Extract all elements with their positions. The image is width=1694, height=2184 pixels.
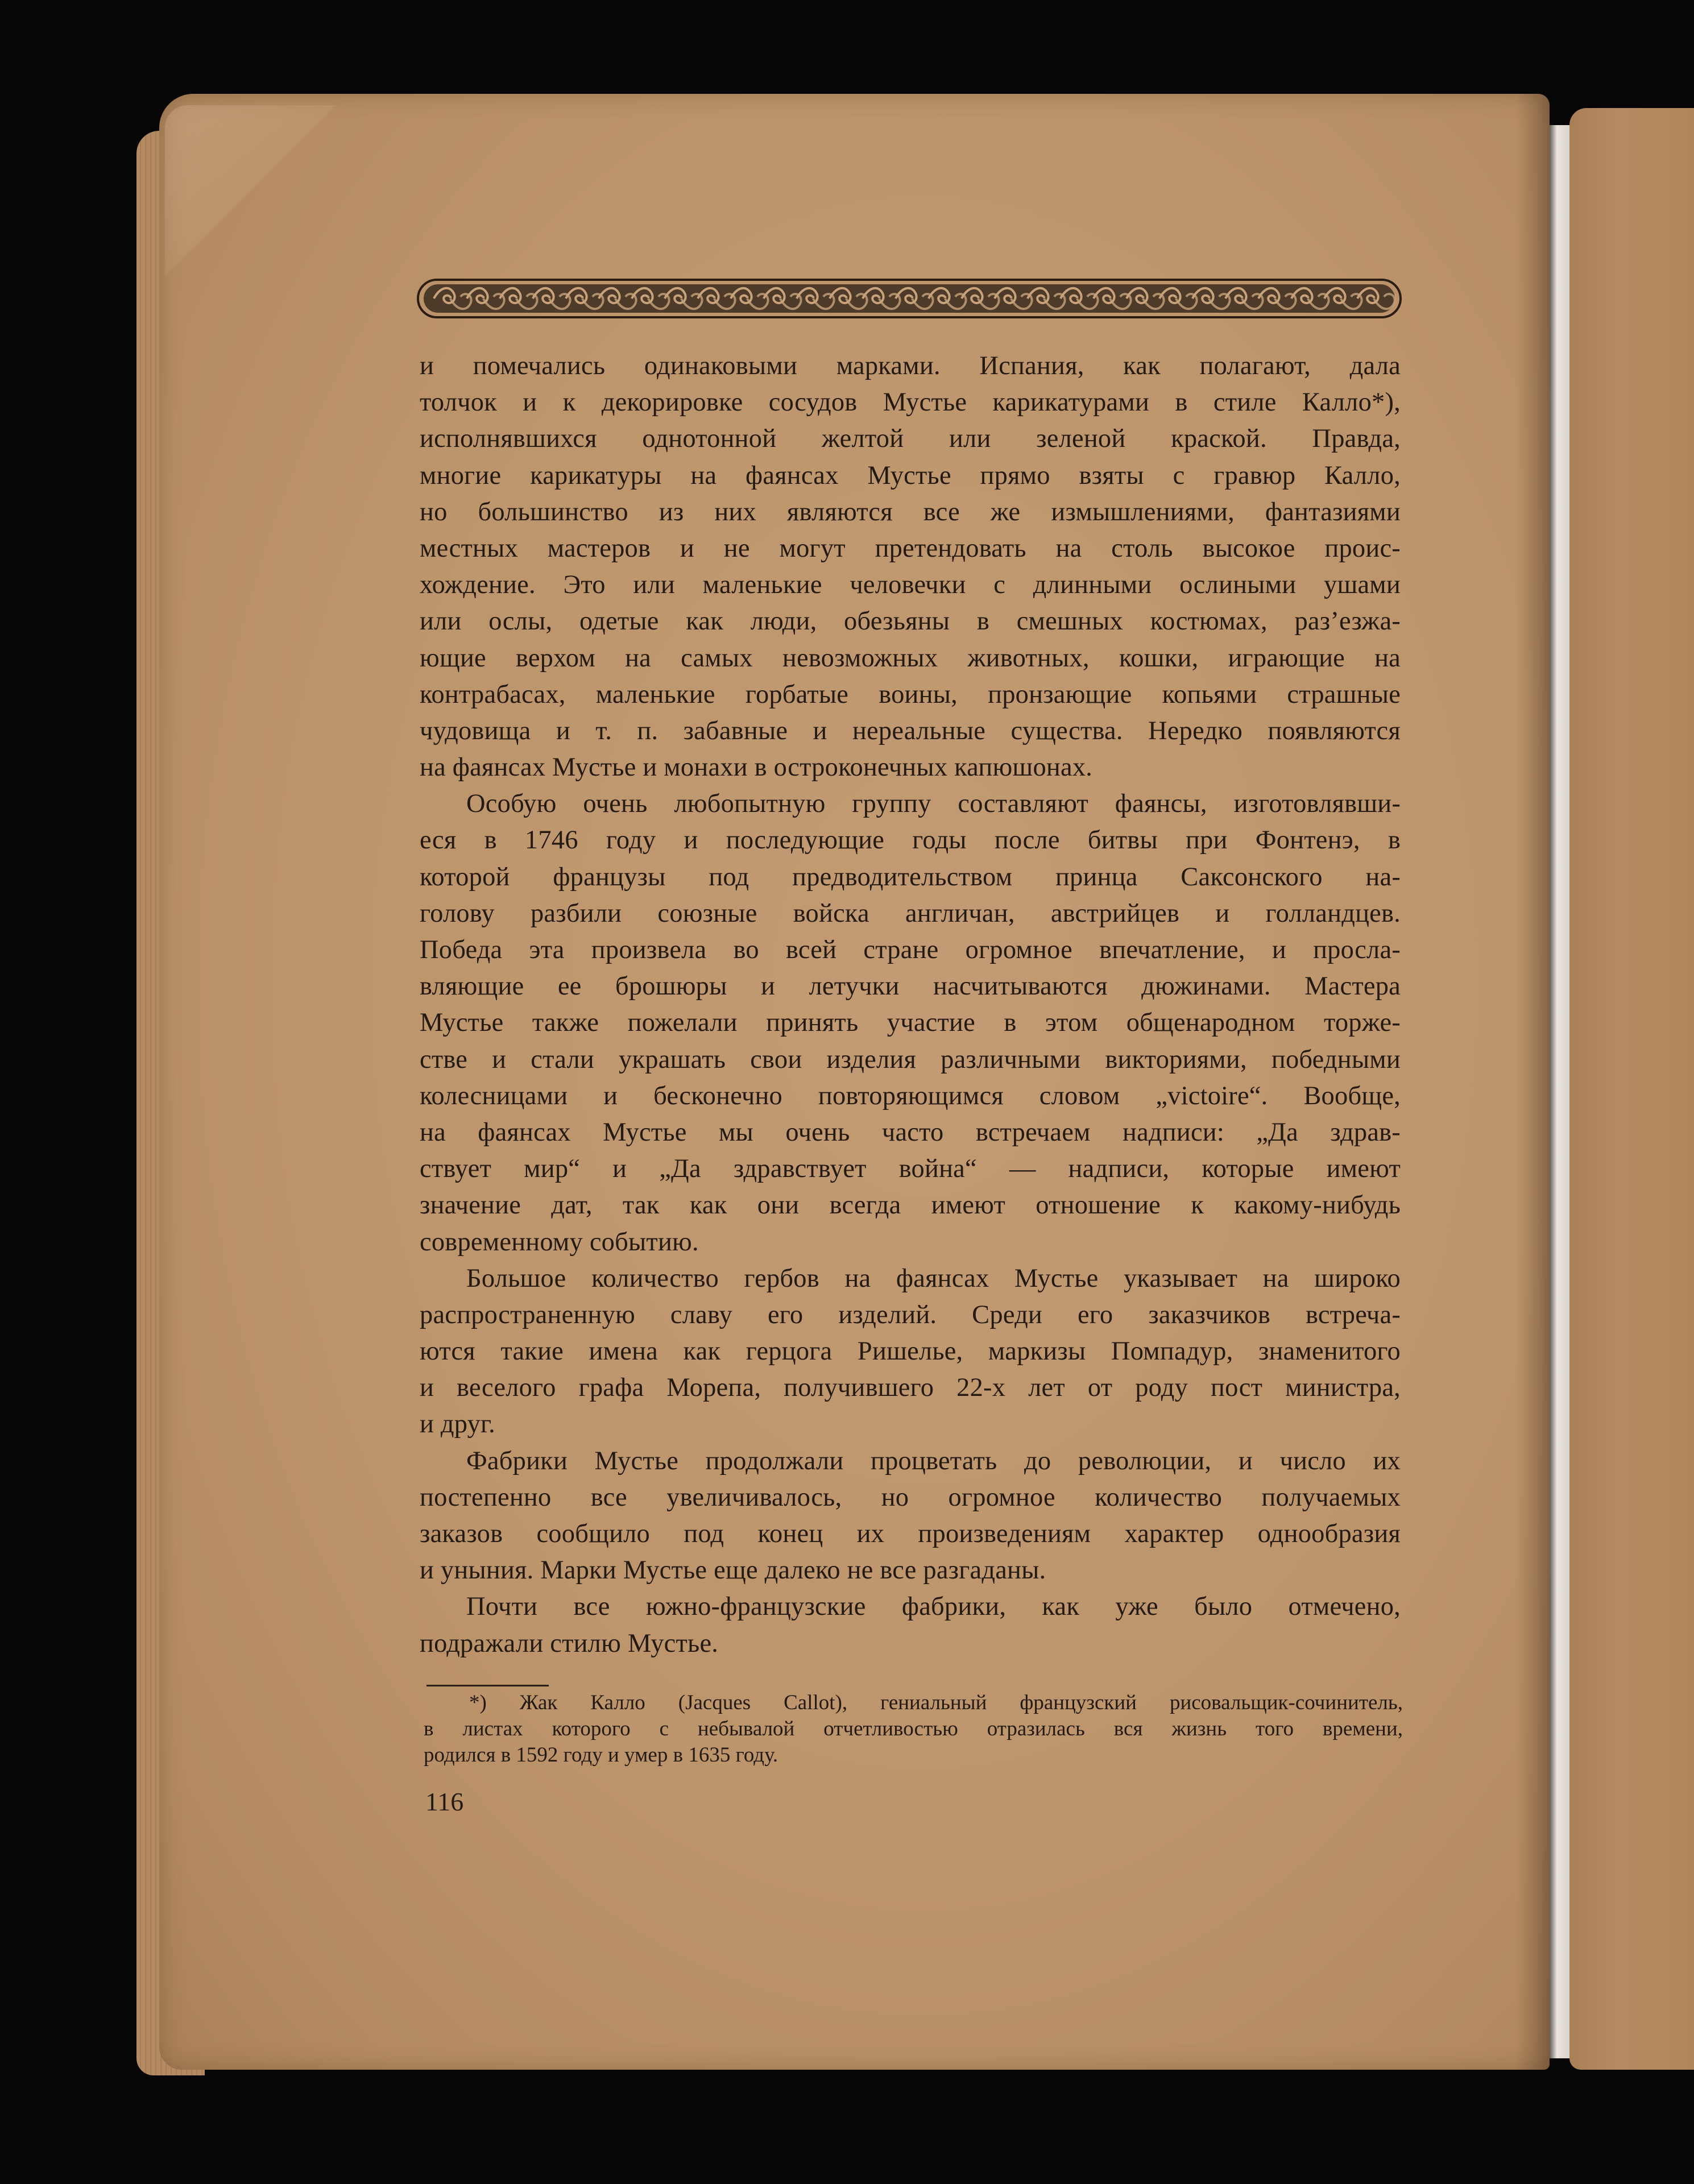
text-line: Большое количество гербов на фаянсах Мустье указывает на широко [466, 1263, 1401, 1293]
text-line: Мустье также пожелали принять участие в этом общенародном торже- [420, 1008, 1401, 1038]
text-line: стве и стали украшать свои изделия различными викториями, победными [420, 1045, 1401, 1074]
text-line: и друг. [420, 1410, 495, 1439]
text-line: колесницами и бесконечно повторяющимся словом „victoire“. Вообще, [420, 1081, 1401, 1110]
next-page-edge [1569, 108, 1694, 2070]
text-line: на фаянсах Мустье мы очень часто встречаем надписи: „Да здрав- [420, 1117, 1401, 1147]
body-text [420, 348, 1401, 1662]
footnote-line: в листах которого с небывалой отчетливостью отразилась вся жизнь того времени, [424, 1717, 1403, 1740]
footnote-line: *) Жак Калло (Jacques Callot), гениальный французский рисовальщик-сочинитель, [469, 1691, 1403, 1714]
footnote-rule [426, 1685, 549, 1686]
text-line: распространенную славу его изделий. Среди его заказчиков встреча- [420, 1300, 1401, 1329]
text-line: вляющие ее брошюры и летучки насчитываются дюжинами. Мастера [420, 972, 1401, 1001]
page-shade [1515, 94, 1550, 2070]
text-line: Особую очень любопытную группу составляют фаянсы, изготовлявши- [466, 789, 1401, 819]
folded-corner [165, 105, 353, 293]
text-line: которой французы под предводительством принца Саксонского на- [420, 862, 1401, 892]
text-line: многие карикатуры на фаянсах Мустье прямо взяты с гравюр Калло, [420, 461, 1401, 490]
text-line: Победа эта произвела во всей стране огромное впечатление, и просла- [420, 935, 1401, 964]
text-line: голову разбили союзные войска англичан, австрийцев и голландцев. [420, 898, 1401, 928]
text-line: и уныния. Марки Мустье еще далеко не все разгаданы. [420, 1556, 1046, 1585]
text-line: заказов сообщило под конец их произведениям характер однообразия [420, 1519, 1401, 1548]
text-line: и веселого графа Морепа, получившего 22-х лет от роду пост министра, [420, 1373, 1401, 1403]
text-line: толчок и к декорировке сосудов Мустье карикатурами в стиле Калло*), [420, 388, 1401, 417]
text-line: контрабасах, маленькие горбатые воины, пронзающие копьями страшные [420, 679, 1401, 709]
text-line: Почти все южно-французские фабрики, как уже было отмечено, [466, 1592, 1401, 1622]
text-line: ются такие имена как герцога Ришелье, маркизы Помпадур, знаменитого [420, 1337, 1401, 1366]
text-line: значение дат, так как они всегда имеют отношение к какому-нибудь [420, 1191, 1401, 1220]
page-number: 116 [425, 1787, 464, 1816]
text-line: но большинство из них являются все же измышлениями, фантазиями [420, 497, 1401, 527]
text-line: или ослы, одетые как люди, обезьяны в смешных костюмах, раз’езжа- [420, 607, 1401, 636]
ornament-headpiece [417, 277, 1402, 320]
footnote-line: родился в 1592 году и умер в 1635 году. [424, 1743, 778, 1767]
text-line: ющие верхом на самых невозможных животных, кошки, играющие на [420, 643, 1401, 673]
text-line: современному событию. [420, 1227, 699, 1257]
text-line: еся в 1746 году и последующие годы после битвы при Фонтенэ, в [420, 826, 1401, 855]
text-line: исполнявшихся однотонной желтой или зеленой краской. Правда, [420, 424, 1401, 454]
text-line: подражали стилю Мустье. [420, 1628, 719, 1658]
footnote [424, 1690, 1403, 1768]
text-line: ствует мир“ и „Да здравствует война“ — надписи, которые имеют [420, 1154, 1401, 1184]
text-line: постепенно все увеличивалось, но огромное количество получаемых [420, 1482, 1401, 1512]
text-line: и помечались одинаковыми марками. Испания, как полагают, дала [420, 351, 1401, 380]
text-line: хождение. Это или маленькие человечки с длинными ослиными ушами [420, 570, 1401, 600]
text-line: Фабрики Мустье продолжали процветать до революции, и число их [466, 1446, 1401, 1476]
text-line: на фаянсах Мустье и монахи в остроконечных капюшонах. [420, 753, 1093, 782]
text-line: чудовища и т. п. забавные и нереальные существа. Нередко появляются [420, 716, 1401, 745]
text-line: местных мастеров и не могут претендовать на столь высокое проис- [420, 533, 1401, 563]
